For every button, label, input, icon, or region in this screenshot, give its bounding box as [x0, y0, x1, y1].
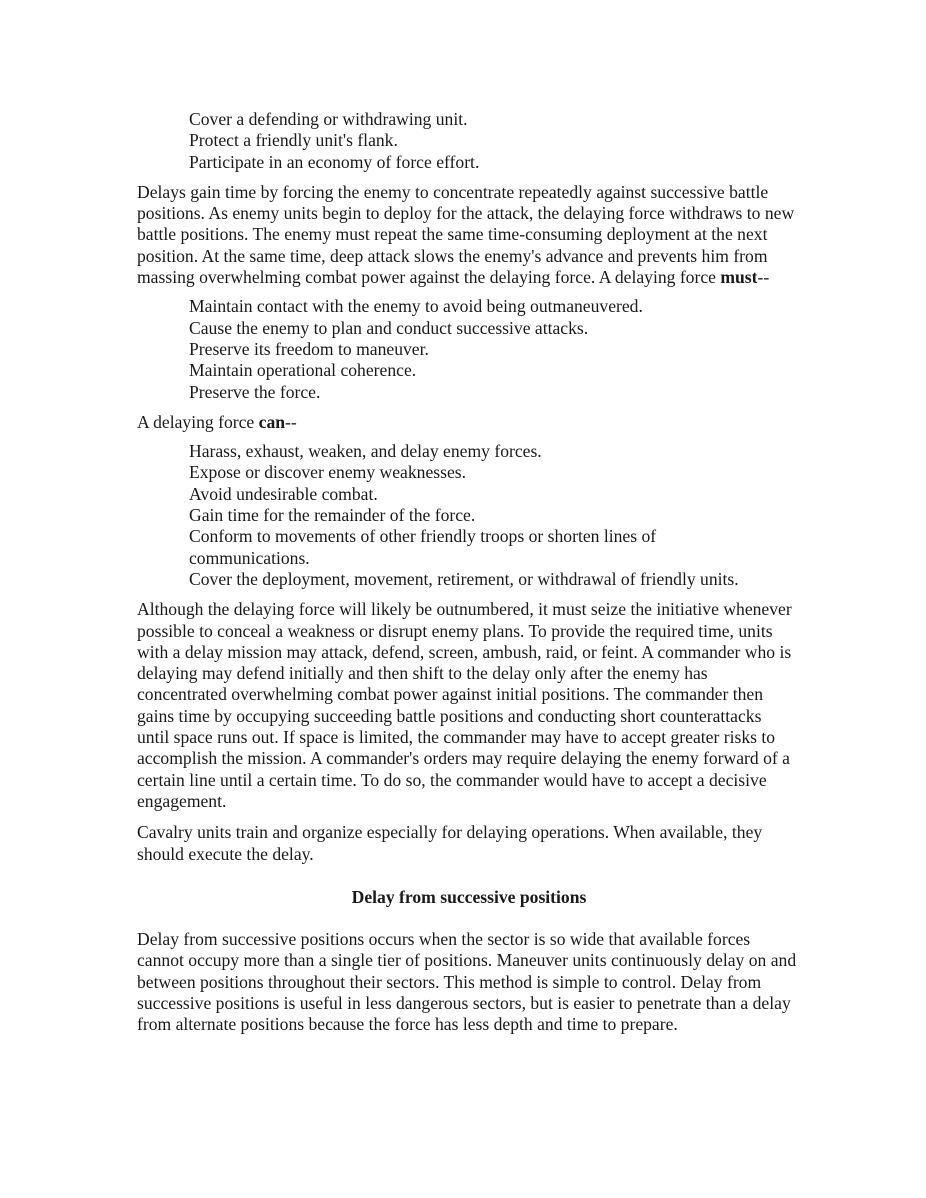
section-heading: Delay from successive positions	[351, 886, 587, 907]
initiative-paragraph: Although the delaying force will likely be outnumbered, it must seize the initiative whenever possible to conceal a weakness or disrupt enemy plans. To provide the required time, units with a delay mission may attack, defend, screen, ambush, raid, or feint. A commander who is delaying may defend initially and then shift to the delay only after the enemy has concentrated overwhelming combat power against initial positions. The commander then gains time by occupying succeeding battle positions and conducting short counterattacks until space runs out. If space is limited, the commander may have to accept greater risks to accomplish the mission. A commander's orders may require delaying the enemy forward of a certain line until a certain time. To do so, the commander would have to accept a decisive engagement.	[137, 599, 792, 811]
list-item: Preserve its freedom to maneuver.	[189, 338, 429, 359]
list-item: Harass, exhaust, weaken, and delay enemy forces.	[189, 441, 542, 462]
list-item: Cover a defending or withdrawing unit.	[189, 109, 468, 129]
list-item: Protect a friendly unit's flank.	[189, 130, 398, 151]
list-item: Maintain operational coherence.	[189, 360, 417, 381]
list-item: Gain time for the remainder of the force.	[189, 505, 476, 526]
cover-missions-list	[137, 109, 797, 173]
cavalry-paragraph: Cavalry units train and organize especially for delaying operations. When available, they should execute the delay.	[137, 822, 763, 864]
list-item: Cover the deployment, movement, retirement, or withdrawal of friendly units.	[189, 568, 739, 589]
delay-purpose-paragraph: Delays gain time by forcing the enemy to concentrate repeatedly against successive battle positions. As enemy units begin to deploy for the attack, the delaying force withdraws to new battle positions. The enemy must repeat the same time-consuming deployment at the next position. At the same time, deep attack slows the enemy's advance and prevents him from massing overwhelming combat power against the delaying force. A delaying force must--	[137, 181, 795, 288]
document-page	[137, 109, 797, 1036]
bold-must: must	[720, 267, 758, 288]
successive-positions-paragraph: Delay from successive positions occurs when the sector is so wide that available forces cannot occupy more than a single tier of positions. Maneuver units continuously delay on and between positions throughout their sectors. This method is simple to control. Delay from successive positions is useful in less dangerous sectors, but is easier to penetrate than a delay from alternate positions because the force has less depth and time to prepare.	[137, 929, 797, 1035]
list-item: Cause the enemy to plan and conduct successive attacks.	[189, 317, 589, 338]
list-item: Maintain contact with the enemy to avoid being outmaneuvered.	[189, 296, 643, 317]
list-item: Participate in an economy of force effort.	[189, 151, 480, 172]
list-item: Conform to movements of other friendly troops or shorten lines of communications.	[189, 526, 657, 568]
can-intro-paragraph: A delaying force can--	[137, 411, 297, 432]
list-item: Avoid undesirable combat.	[189, 483, 378, 504]
list-item: Expose or discover enemy weaknesses.	[189, 462, 467, 483]
must-list	[137, 296, 797, 402]
list-item: Preserve the force.	[189, 381, 321, 402]
can-list	[137, 441, 797, 590]
bold-can: can	[258, 411, 286, 432]
